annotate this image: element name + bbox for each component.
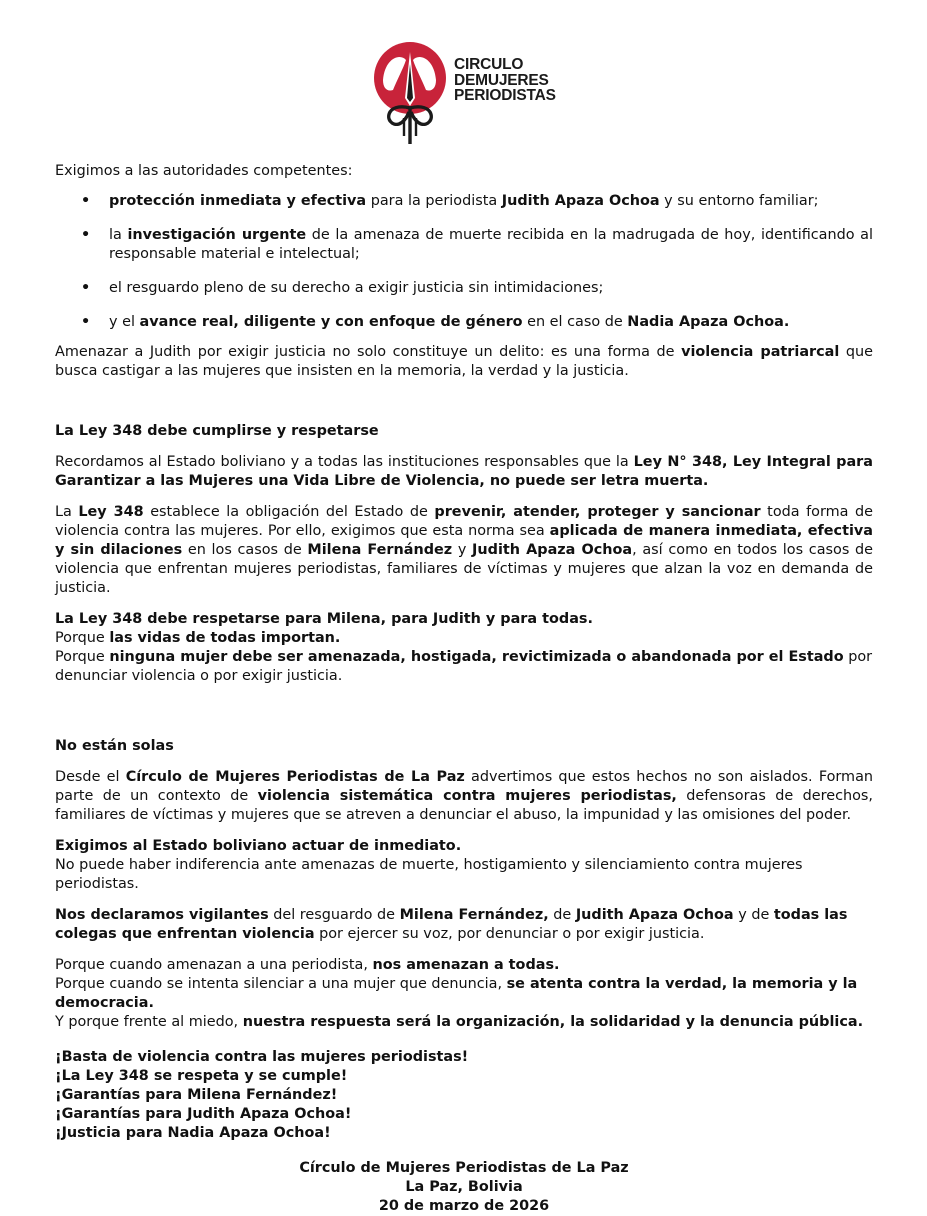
s2p3-text-2: de xyxy=(548,907,576,923)
logo-text-line-1: CIRCULO xyxy=(454,56,524,73)
s1p3-bold-1: La Ley 348 debe respetarse para Milena, para Judith y para todas. xyxy=(55,611,593,627)
s1p1-text-1: Recordamos al Estado boliviano y a todas las instituciones responsables que la xyxy=(55,454,634,470)
section1-paragraph-3 xyxy=(55,610,873,686)
s1p2-text-3: toda forma de violencia contra las mujeres. Por ello, exigimos que esta norma sea xyxy=(55,504,873,539)
demand-1-bold-2: Judith Apaza Ochoa xyxy=(501,193,660,209)
s2p3-text-4: por ejercer su voz, por denunciar o por exigir justicia. xyxy=(314,926,705,942)
demand-4-bold-1: avance real, diligente y con enfoque de género xyxy=(139,314,523,330)
s2p3-bold-1: Nos declaramos vigilantes xyxy=(55,907,269,923)
s1p2-text-1: La xyxy=(55,504,79,520)
slogan-line: ¡Basta de violencia contra las mujeres periodistas! xyxy=(55,1049,469,1065)
s2p2-text-2: No puede haber indiferencia ante amenazas de muerte, hostigamiento y silenciamiento contra mujeres periodistas. xyxy=(55,857,803,892)
s2p3-bold-2: Milena Fernández, xyxy=(399,907,549,923)
demand-4-text-0: y el xyxy=(109,314,140,330)
s2p4-bold-2: se atenta contra la verdad, la memoria y la democracia. xyxy=(55,976,858,1011)
s2p1-bold-1: Círculo de Mujeres Periodistas de La Paz xyxy=(125,769,465,785)
s1p2-bold-1: Ley 348 xyxy=(78,504,144,520)
demand-3-text-1: el resguardo pleno de su derecho a exigir justicia sin intimidaciones; xyxy=(109,280,604,296)
signature-date: 20 de marzo de 2026 xyxy=(378,1198,550,1214)
demand-item-3 xyxy=(55,279,873,298)
s2p2-bold-1: Exigimos al Estado boliviano actuar de inmediato. xyxy=(55,838,462,854)
logo-text-line-2: DEMUJERES xyxy=(454,71,549,89)
demands-list xyxy=(55,192,873,332)
s1p1-bold-1: Ley N° 348, Ley Integral para Garantizar a las Mujeres una Vida Libre de Violencia, no puede ser letra muerta. xyxy=(55,454,873,489)
signature-block xyxy=(55,1159,873,1216)
section1-paragraph-1 xyxy=(55,453,873,491)
s2p1-bold-2: violencia sistemática contra mujeres periodistas, xyxy=(257,788,677,804)
demand-item-1 xyxy=(55,192,873,211)
bullet-icon: • xyxy=(81,227,91,243)
bullet-icon: • xyxy=(81,193,91,209)
demand-4-text-1: en el caso de xyxy=(522,314,628,330)
bullet-icon: • xyxy=(81,280,91,296)
s2p3-bold-3: Judith Apaza Ochoa xyxy=(575,907,734,923)
document-body xyxy=(55,162,873,1216)
s1p2-bold-2: prevenir, atender, proteger y sancionar xyxy=(434,504,761,520)
s1p2-bold-4: Milena Fernández xyxy=(307,542,453,558)
s1p2-bold-5: Judith Apaza Ochoa xyxy=(472,542,633,558)
section-heading-ley-348: La Ley 348 debe cumplirse y respetarse xyxy=(55,423,379,439)
s2p3-text-3: y de xyxy=(733,907,774,923)
s2p4-text-2: Porque cuando se intenta silenciar a una mujer que denuncia, xyxy=(55,976,507,992)
s1p3-text-3: Porque xyxy=(55,649,110,665)
paragraph-threat xyxy=(55,343,873,381)
s2p4-bold-1: nos amenazan a todas. xyxy=(372,957,560,973)
demand-item-2 xyxy=(55,226,873,264)
demand-1-text-1: para la periodista xyxy=(366,193,502,209)
demand-1-bold-1: protección inmediata y efectiva xyxy=(109,193,367,209)
s2p4-text-1: Porque cuando amenazan a una periodista, xyxy=(55,957,373,973)
para1-text-1: Amenazar a Judith por exigir justicia no solo constituye un delito: es una forma de xyxy=(55,344,682,360)
organization-logo xyxy=(366,40,556,146)
section2-paragraph-2 xyxy=(55,837,873,894)
demand-1-text-2: y su entorno familiar; xyxy=(659,193,819,209)
s1p2-text-6: , así como en todos los casos de violencia que enfrentan mujeres periodistas, familiares de víctimas y mujeres que alzan la voz en demanda de justicia. xyxy=(55,542,873,596)
slogan-line: ¡Garantías para Judith Apaza Ochoa! xyxy=(55,1106,352,1122)
s1p3-text-2: Porque xyxy=(55,630,110,646)
s1p3-text-4: por denunciar violencia o por exigir justicia. xyxy=(55,649,873,684)
s2p1-text-2: advertimos que estos hechos no son aislados. Forman parte de un contexto de xyxy=(55,769,874,804)
demand-2-text-1: de la amenaza de muerte recibida en la madrugada de hoy, identificando al responsable material e intelectual; xyxy=(109,227,873,262)
logo-emblem-icon xyxy=(366,40,458,146)
slogan-line: ¡La Ley 348 se respeta y se cumple! xyxy=(55,1068,348,1084)
s1p2-text-4: en los casos de xyxy=(182,542,308,558)
section2-paragraph-3 xyxy=(55,906,873,944)
demand-4-bold-2: Nadia Apaza Ochoa. xyxy=(627,314,790,330)
section1-paragraph-2 xyxy=(55,503,873,598)
logo-wordmark xyxy=(454,57,556,104)
s2p3-text-1: del resguardo de xyxy=(268,907,400,923)
section-heading-no-estan-solas: No están solas xyxy=(55,738,174,754)
s2p1-text-3: defensoras de derechos, familiares de víctimas y mujeres que se atreven a denunciar el abuso, la impunidad y las omisiones del poder. xyxy=(55,788,873,823)
s2p3-bold-4: todas las colegas que enfrentan violencia xyxy=(55,907,848,942)
demand-2-text-0: la xyxy=(109,227,128,243)
s2p1-text-1: Desde el xyxy=(55,769,126,785)
bullet-icon: • xyxy=(81,314,91,330)
slogan-line: ¡Garantías para Milena Fernández! xyxy=(55,1087,338,1103)
signature-place: La Paz, Bolivia xyxy=(405,1179,523,1195)
s1p2-text-2: establece la obligación del Estado de xyxy=(143,504,435,520)
s1p3-bold-3: ninguna mujer debe ser amenazada, hostigada, revictimizada o abandonada por el Estado xyxy=(109,649,844,665)
s1p2-bold-3: aplicada de manera inmediata, efectiva y sin dilaciones xyxy=(55,523,873,558)
intro-text: Exigimos a las autoridades competentes: xyxy=(55,163,353,179)
slogan-line: ¡Justicia para Nadia Apaza Ochoa! xyxy=(55,1125,331,1141)
para1-bold-1: violencia patriarcal xyxy=(681,344,840,360)
signature-org: Círculo de Mujeres Periodistas de La Paz xyxy=(299,1160,629,1176)
para1-text-2: que busca castigar a las mujeres que insisten en la memoria, la verdad y la justicia. xyxy=(55,344,873,379)
section2-paragraph-1 xyxy=(55,768,873,825)
logo-text-line-3: PERIODISTAS xyxy=(454,87,556,104)
s1p3-bold-2: las vidas de todas importan. xyxy=(109,630,341,646)
s2p4-bold-3: nuestra respuesta será la organización, la solidaridad y la denuncia pública. xyxy=(242,1014,864,1030)
s1p2-text-5: y xyxy=(452,542,473,558)
s2p4-text-3: Y porque frente al miedo, xyxy=(55,1014,243,1030)
section2-paragraph-4 xyxy=(55,956,873,1032)
slogans-block xyxy=(55,1048,873,1143)
demand-2-bold-1: investigación urgente xyxy=(127,227,307,243)
demand-item-4 xyxy=(55,313,873,332)
